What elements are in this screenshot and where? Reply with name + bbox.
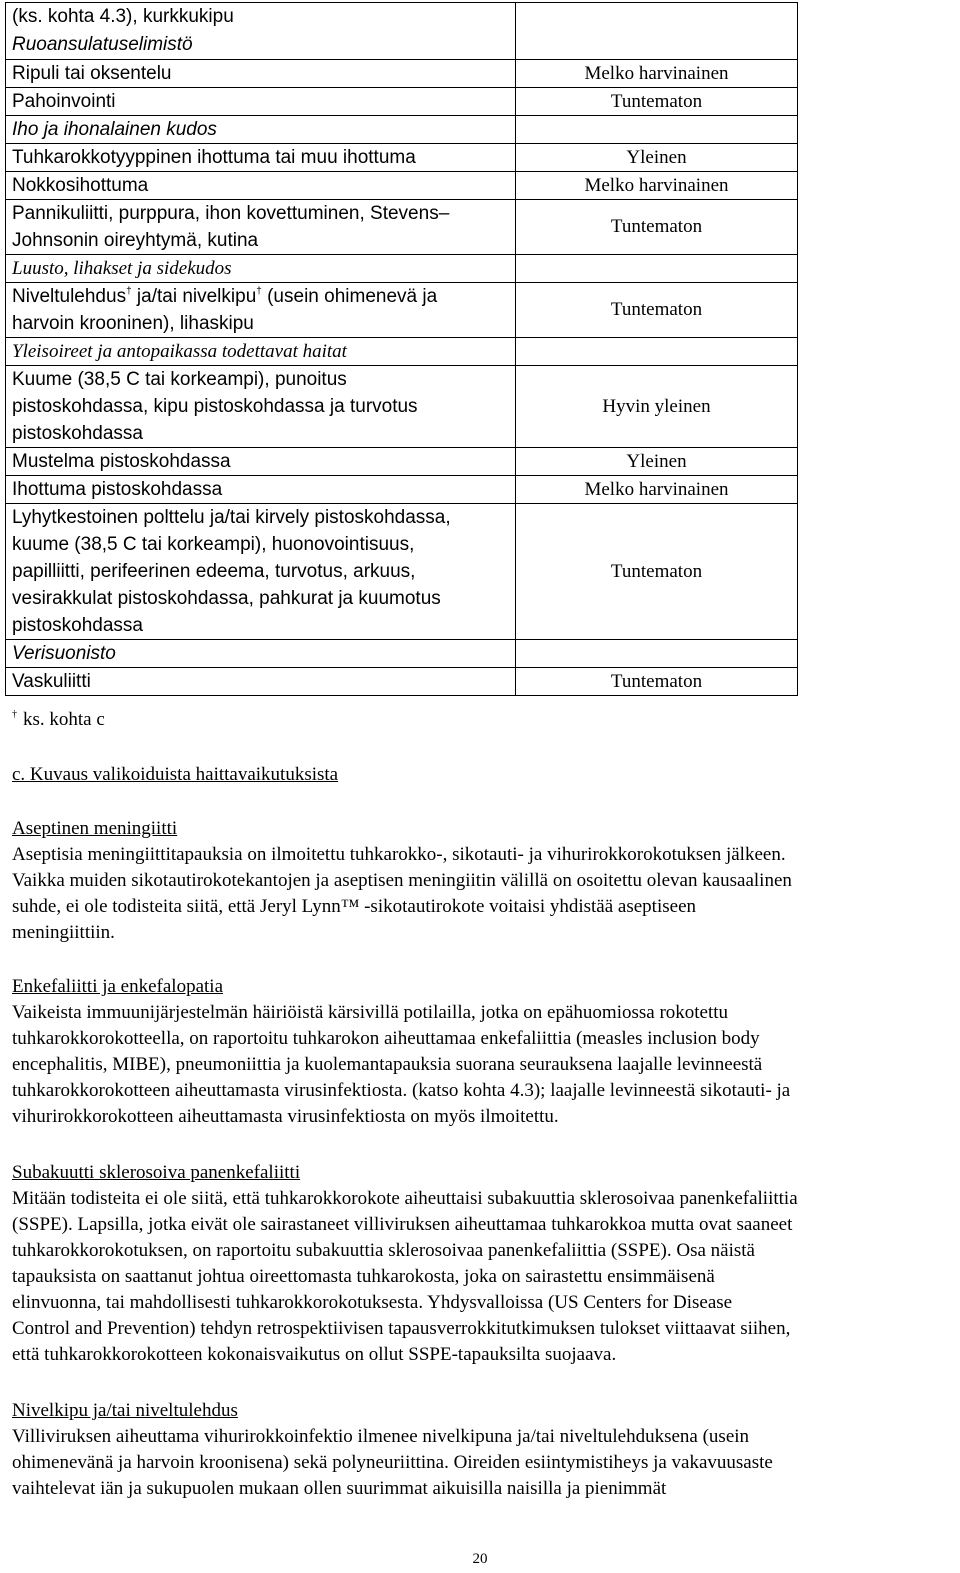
table-cell-frequency: Tuntematon: [516, 199, 798, 254]
table-row: [6, 254, 798, 282]
section-sspe: [12, 1160, 952, 1368]
table-row: [6, 87, 798, 115]
table-row: [6, 171, 798, 199]
paragraph-line: tuhkarokkorokotuksen, on raportoitu subakuuttia sklerosoivaa panenkefaliittia (SSPE). Osa näistä: [12, 1240, 755, 1261]
section-arthralgia: [12, 1398, 952, 1502]
category-heading: Verisuonisto: [6, 639, 516, 667]
table-row: [6, 475, 798, 503]
cell-line: pistoskohdassa, kipu pistoskohdassa ja turvotus: [12, 395, 418, 417]
subsection-heading: Subakuutti sklerosoiva panenkefaliitti: [12, 1162, 301, 1183]
table-cell-label: Vaskuliitti: [6, 667, 516, 695]
section-aseptic-meningitis: [12, 816, 952, 946]
table-cell-label: [6, 199, 516, 254]
paragraph-line: elinvuonna, tai mahdollisesti tuhkarokkorokotuksesta. Yhdysvalloissa (US Centers for Disease: [12, 1292, 733, 1313]
cell-line: Lyhytkestoinen polttelu ja/tai kirvely pistoskohdassa,: [12, 506, 451, 528]
paragraph-line: tapauksista on saattanut johtua oireettomasta tuhkarokosta, joka on sairastettu ensimmäisenä: [12, 1266, 715, 1287]
table-cell-frequency: Melko harvinainen: [516, 171, 798, 199]
paragraph-line: Vaikka muiden sikotautirokotekantojen ja aseptisen meningiitin välillä on osoitettu olevan kausaalinen: [12, 870, 792, 891]
table-cell-frequency: Tuntematon: [516, 282, 798, 337]
table-row: [6, 199, 798, 254]
paragraph-line: (SSPE). Lapsilla, jotka eivät ole sairastaneet villiviruksen aiheuttamaa tuhkarokkoa mutta ovat saaneet: [12, 1214, 793, 1235]
table-cell-label: Tuhkarokkotyyppinen ihottuma tai muu ihottuma: [6, 143, 516, 171]
table-row: [6, 447, 798, 475]
table-cell-frequency: [516, 30, 798, 59]
cell-line: kuume (38,5 C tai korkeampi), huonovointisuus,: [12, 533, 415, 555]
table-cell-frequency: Tuntematon: [516, 87, 798, 115]
adverse-effects-table: [5, 2, 798, 696]
table-cell-frequency: Hyvin yleinen: [516, 365, 798, 447]
paragraph-line: Control and Prevention) tehdyn retrospektiivisen tapausverrokkitutkimuksen tulokset viittaavat siihen,: [12, 1318, 791, 1339]
section-encephalitis: [12, 974, 952, 1130]
table-cell-label: Ihottuma pistoskohdassa: [6, 475, 516, 503]
table-row: [6, 30, 798, 59]
table-cell-label: (ks. kohta 4.3), kurkkukipu: [6, 3, 516, 31]
paragraph-line: encephalitis, MIBE), pneumoniittia ja kuolemantapauksia suorana seurauksena laajalle levinneestä: [12, 1054, 763, 1075]
cell-text: ja/tai nivelkipu: [131, 285, 257, 307]
paragraph-line: vihurirokkorokotteen aiheuttamasta virusinfektiosta on myös ilmoitettu.: [12, 1106, 559, 1127]
paragraph-line: tuhkarokkorokotteella, on raportoitu tuhkarokon aiheuttamaa enkefaliittia (measles inclusion body: [12, 1028, 760, 1049]
table-row: [6, 503, 798, 639]
paragraph-line: että tuhkarokkorokotteen kokonaisvaikutus on ollut SSPE-tapauksilta suojaava.: [12, 1344, 617, 1365]
cell-line: pistoskohdassa: [12, 614, 143, 636]
table-cell-frequency: [516, 639, 798, 667]
table-cell-frequency: [516, 3, 798, 31]
table-cell-frequency: Yleinen: [516, 447, 798, 475]
paragraph-line: vaihtelevat iän ja sukupuolen mukaan ollen suurimmat aikuisilla naisilla ja pienimmät: [12, 1478, 667, 1499]
subsection-heading: Nivelkipu ja/tai niveltulehdus: [12, 1400, 238, 1421]
cell-line: pistoskohdassa: [12, 422, 143, 444]
table-footnote: [12, 706, 105, 733]
category-heading: Yleisoireet ja antopaikassa todettavat haitat: [6, 337, 516, 365]
table-cell-frequency: Tuntematon: [516, 503, 798, 639]
paragraph-line: suhde, ei ole todisteita siitä, että Jeryl Lynn™ -sikotautirokote voitaisi yhdistää aseptiseen: [12, 896, 696, 917]
cell-line: harvoin krooninen), lihaskipu: [12, 312, 254, 334]
paragraph-line: meningiittiin.: [12, 922, 115, 943]
section-c-heading: c. Kuvaus valikoiduista haittavaikutuksista: [12, 764, 339, 785]
paragraph-line: Mitään todisteita ei ole siitä, että tuhkarokkorokote aiheuttaisi subakuuttia sklerosoivaa panenkefaliittia: [12, 1188, 798, 1209]
cell-line: papilliitti, perifeerinen edeema, turvotus, arkuus,: [12, 560, 416, 582]
table-cell-frequency: Melko harvinainen: [516, 475, 798, 503]
table-cell-label: Ripuli tai oksentelu: [6, 59, 516, 87]
cell-text: (usein ohimenevä ja: [261, 285, 438, 307]
cell-line: Kuume (38,5 C tai korkeampi), punoitus: [12, 368, 347, 390]
cell-line: Pannikuliitti, purppura, ihon kovettuminen, Stevens–: [12, 202, 450, 224]
table-row: [6, 143, 798, 171]
table-row: [6, 3, 798, 31]
table-cell-frequency: [516, 254, 798, 282]
table-cell-label: Pahoinvointi: [6, 87, 516, 115]
dagger-mark: †: [126, 285, 132, 297]
page-number: 20: [472, 1551, 488, 1567]
table-row: [6, 337, 798, 365]
dagger-mark: †: [256, 285, 262, 297]
table-cell-frequency: [516, 337, 798, 365]
table-cell-label: [6, 282, 516, 337]
cell-line: [12, 283, 509, 310]
cell-line: vesirakkulat pistoskohdassa, pahkurat ja kuumotus: [12, 587, 441, 609]
category-heading: Luusto, lihakset ja sidekudos: [6, 254, 516, 282]
table-row: [6, 115, 798, 143]
category-heading: Iho ja ihonalainen kudos: [6, 115, 516, 143]
table-row: [6, 667, 798, 695]
table-row: [6, 59, 798, 87]
table-cell-label: [6, 503, 516, 639]
section-heading: [12, 762, 952, 788]
paragraph-line: Villiviruksen aiheuttama vihurirokkoinfektio ilmenee nivelkipuna ja/tai niveltulehduksena (usein: [12, 1426, 750, 1447]
cell-text: Niveltulehdus: [12, 285, 127, 307]
paragraph-line: Aseptisia meningiittitapauksia on ilmoitettu tuhkarokko-, sikotauti- ja vihurirokkorokotuksen jälkeen.: [12, 844, 786, 865]
table-cell-label: Nokkosihottuma: [6, 171, 516, 199]
cell-line: Johnsonin oireyhtymä, kutina: [12, 229, 259, 251]
table-row: [6, 639, 798, 667]
table-cell-frequency: Melko harvinainen: [516, 59, 798, 87]
table-cell-label: [6, 365, 516, 447]
paragraph-line: tuhkarokkorokotteen aiheuttamasta virusinfektiosta. (katso kohta 4.3); laajalle levinneestä sikotauti- ja: [12, 1080, 791, 1101]
table-cell-label: Mustelma pistoskohdassa: [6, 447, 516, 475]
table-cell-frequency: Tuntematon: [516, 667, 798, 695]
paragraph-line: Vaikeista immuunijärjestelmän häiriöistä kärsivillä potilailla, jotka on epähuomiossa rokotettu: [12, 1002, 729, 1023]
table-row: [6, 365, 798, 447]
dagger-mark: †: [12, 709, 17, 720]
category-heading: Ruoansulatuselimistö: [6, 30, 516, 59]
subsection-heading: Enkefaliitti ja enkefalopatia: [12, 976, 224, 997]
table-cell-frequency: Yleinen: [516, 143, 798, 171]
subsection-heading: Aseptinen meningiitti: [12, 818, 178, 839]
table-cell-frequency: [516, 115, 798, 143]
paragraph-line: ohimenevänä ja harvoin kroonisena) sekä polyneuriittina. Oireiden esiintymistiheys ja vakavuusaste: [12, 1452, 773, 1473]
table-row: [6, 282, 798, 337]
footnote-text: ks. kohta c: [23, 709, 105, 730]
